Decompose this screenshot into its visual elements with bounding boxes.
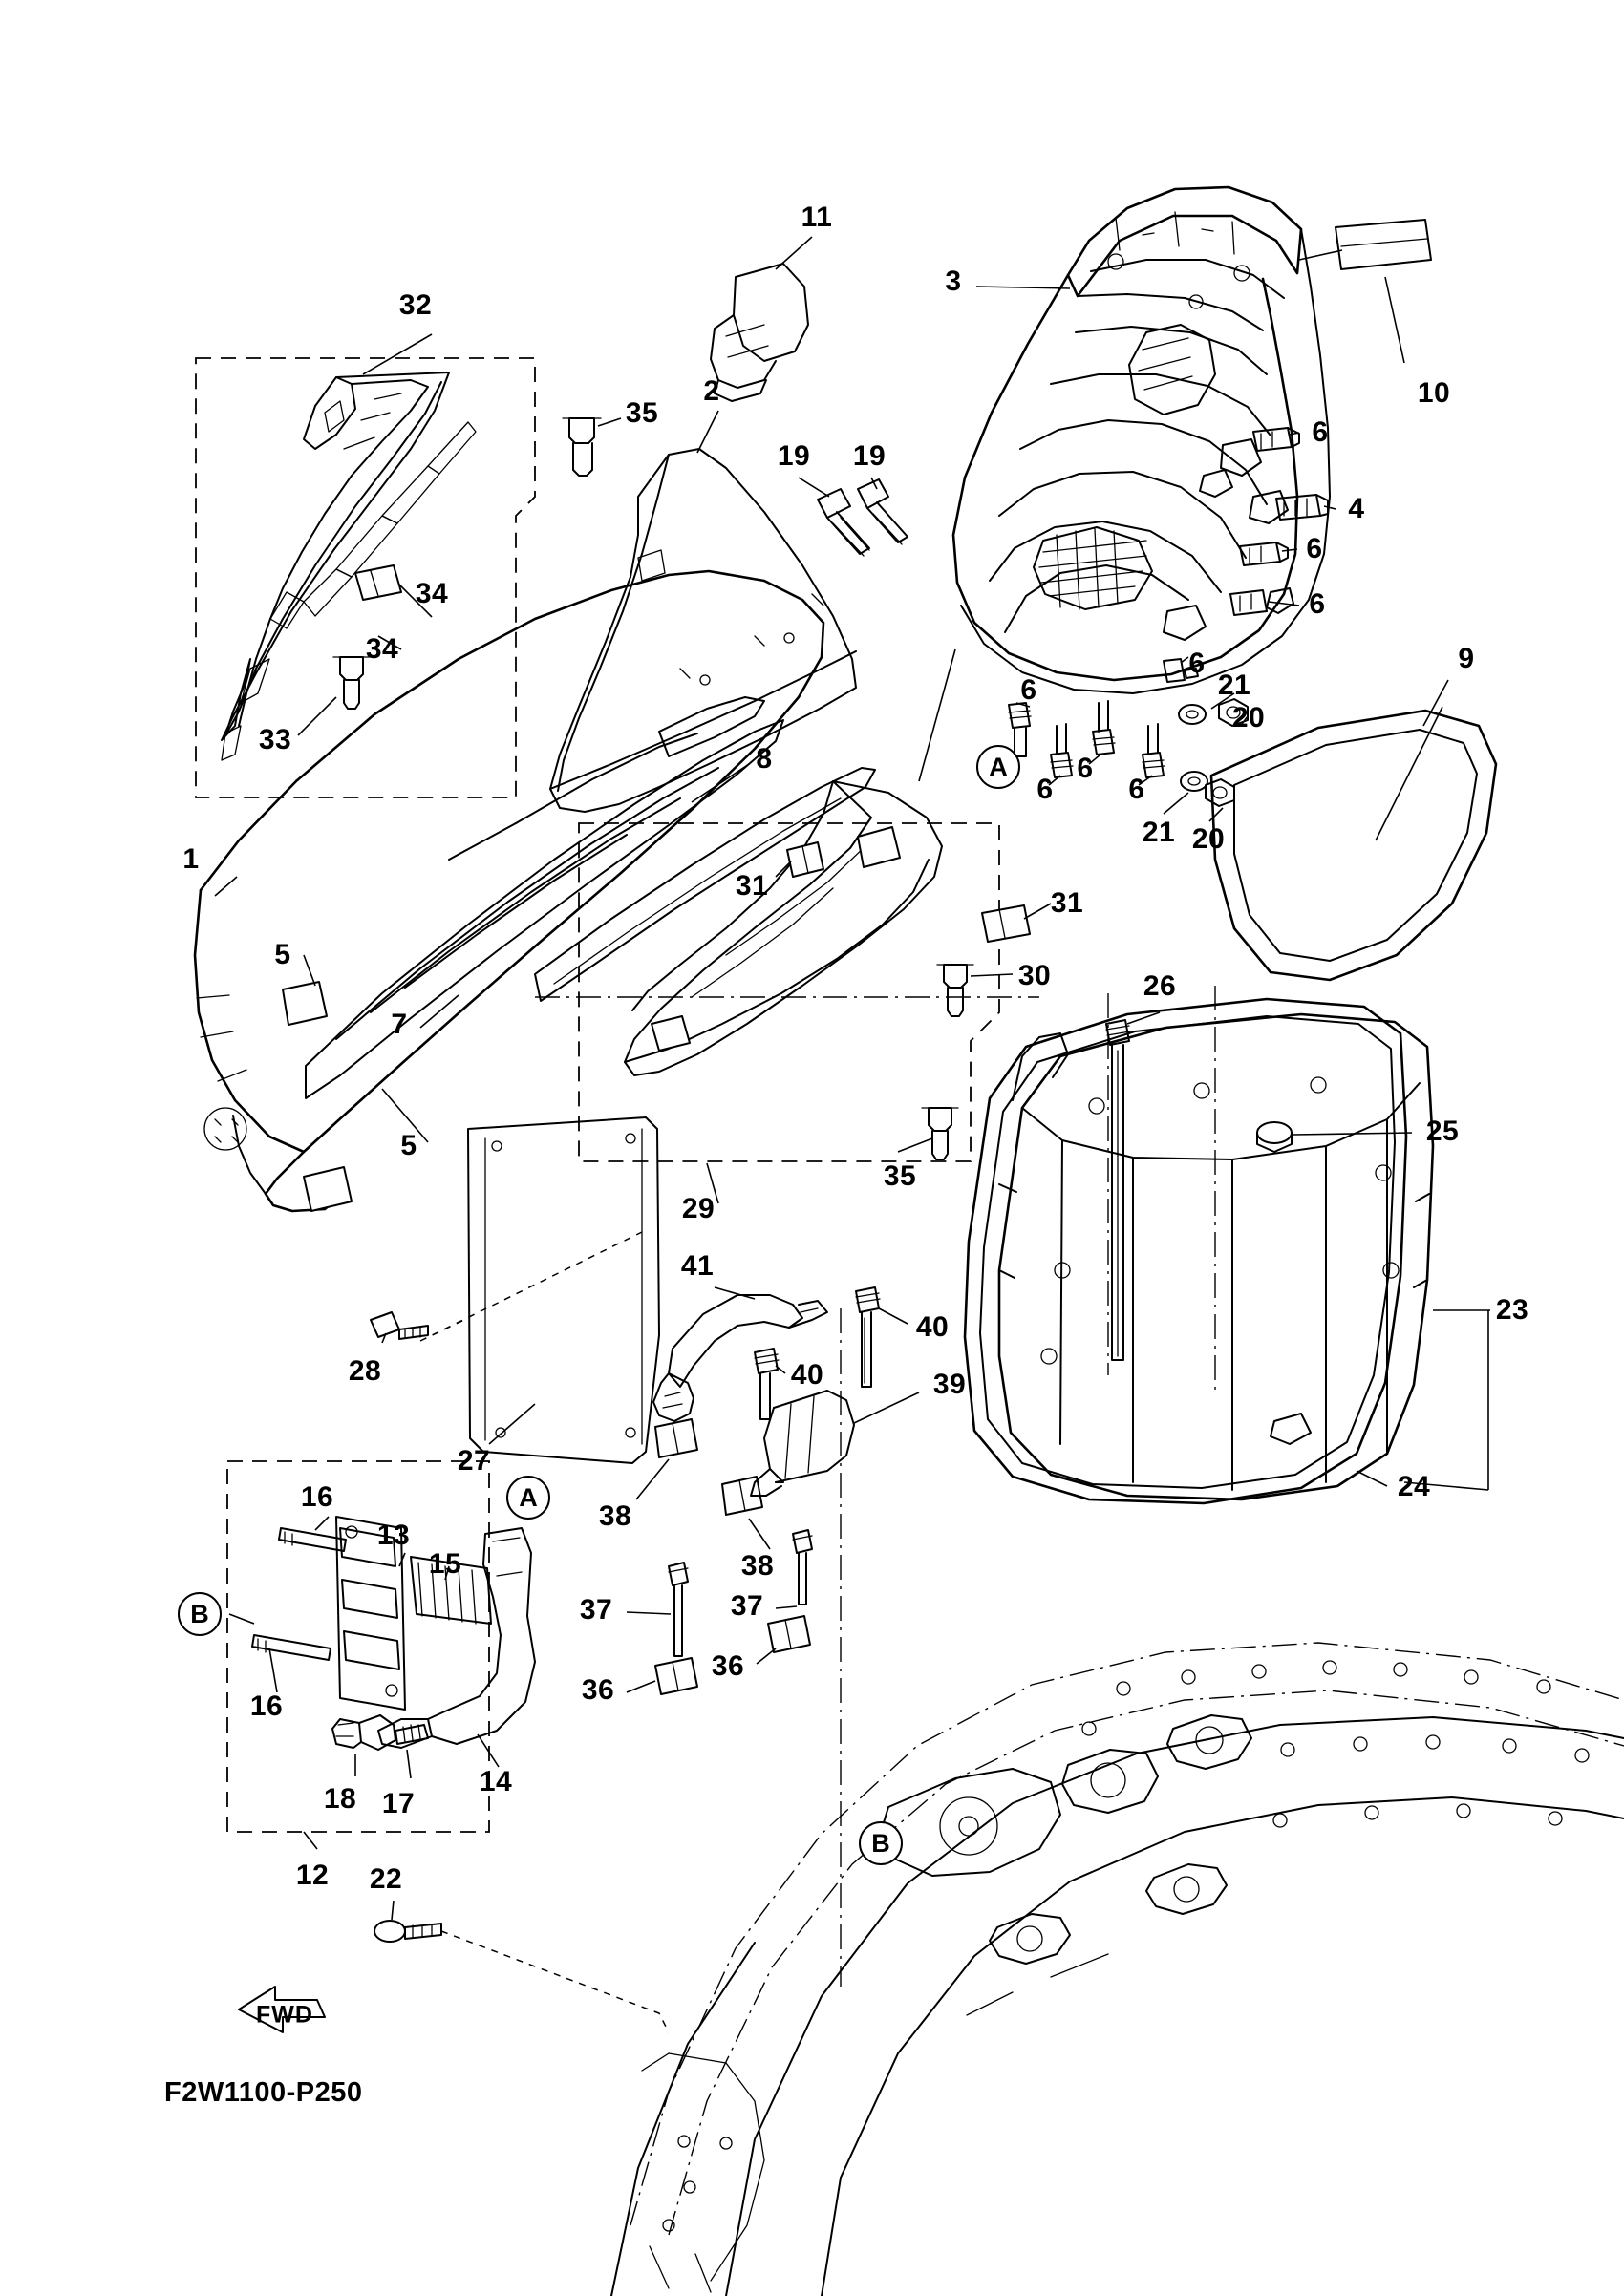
callout-34b: 34 — [365, 633, 399, 665]
callout-15: 15 — [428, 1548, 462, 1580]
part-19-bolt-b — [858, 479, 908, 544]
part-36-nut-a — [655, 1658, 697, 1694]
part-3-engine-hatch — [953, 187, 1330, 693]
callout-18: 18 — [323, 1783, 357, 1815]
part-2-hood-top-panel — [550, 449, 856, 812]
fwd-label: FWD — [256, 2001, 313, 2029]
callout-6d: 6 — [1188, 648, 1206, 679]
part-31-clip-a — [787, 842, 823, 877]
part-37-bolt-a — [669, 1563, 688, 1656]
part-33-screw — [333, 657, 370, 709]
callout-10: 10 — [1417, 377, 1451, 409]
part-7-hood-graphic — [306, 697, 783, 1098]
part-25-plug — [1257, 1122, 1292, 1152]
callout-35a: 35 — [625, 397, 659, 429]
part-35-screw-lower — [922, 1108, 958, 1159]
callout-36b: 36 — [711, 1650, 745, 1682]
part-31-clip-b — [982, 905, 1030, 942]
part-6-bolt-h — [1143, 724, 1165, 777]
part-30-screw — [937, 965, 973, 1016]
part-19-bolt-a — [818, 489, 869, 556]
callout-27: 27 — [457, 1445, 491, 1477]
callout-34a: 34 — [415, 578, 449, 609]
callout-24: 24 — [1397, 1471, 1431, 1502]
callout-40a: 40 — [915, 1311, 950, 1343]
part-21-washer-a — [1179, 705, 1206, 724]
part-40-bolt-b — [755, 1349, 779, 1419]
callout-41: 41 — [680, 1250, 715, 1282]
part-10-label — [1336, 220, 1431, 269]
callout-22: 22 — [369, 1863, 403, 1895]
part-27-panel — [468, 1117, 659, 1463]
callout-33: 33 — [258, 724, 292, 755]
callout-37a: 37 — [579, 1594, 613, 1626]
part-6-bolt-f — [1051, 724, 1073, 777]
part-22-screw — [374, 1921, 441, 1942]
part-11-hood-latch-cover — [711, 264, 808, 401]
callout-6b: 6 — [1306, 533, 1323, 564]
part-32-deflector — [222, 372, 476, 760]
callout-19b: 19 — [852, 440, 887, 472]
callout-9: 9 — [1458, 643, 1475, 674]
part-6-bolt-e — [1009, 703, 1031, 756]
part-40-bolt-a — [856, 1287, 880, 1387]
callout-38b: 38 — [740, 1550, 775, 1582]
part-16-pin-b — [252, 1635, 331, 1660]
callout-5a: 5 — [274, 939, 291, 970]
callout-6e: 6 — [1020, 674, 1037, 706]
callout-31b: 31 — [1050, 887, 1084, 919]
callout-37b: 37 — [730, 1590, 764, 1622]
callout-12: 12 — [295, 1860, 330, 1891]
callout-35b: 35 — [883, 1160, 917, 1192]
part-37-bolt-b — [793, 1530, 812, 1605]
part-4-bolt — [1276, 495, 1328, 520]
callout-6a: 6 — [1312, 416, 1329, 448]
part-1-hood-outer — [195, 571, 823, 1211]
callout-29: 29 — [681, 1193, 716, 1224]
callout-11: 11 — [801, 202, 833, 233]
callout-21a: 21 — [1217, 670, 1251, 701]
part-20-nut-b — [1206, 779, 1234, 806]
callout-6h: 6 — [1128, 774, 1145, 805]
callout-26: 26 — [1143, 970, 1177, 1002]
callout-20b: 20 — [1191, 823, 1226, 855]
callout-40b: 40 — [790, 1359, 824, 1391]
callout-2: 2 — [703, 375, 720, 407]
callout-6f: 6 — [1036, 774, 1054, 805]
callout-16b: 16 — [249, 1690, 284, 1722]
sheet-code: F2W1100-P250 — [164, 2077, 363, 2108]
callout-39: 39 — [932, 1369, 967, 1400]
part-21-washer-b — [1181, 772, 1207, 791]
callout-17: 17 — [381, 1788, 416, 1819]
group-12-dashed-box — [227, 1461, 489, 1832]
part-39-clamp — [751, 1391, 854, 1496]
callout-38a: 38 — [598, 1500, 632, 1532]
part-17-18-cable-end — [332, 1715, 428, 1750]
callout-21b: 21 — [1142, 817, 1176, 848]
callout-19a: 19 — [777, 440, 811, 472]
callout-5b: 5 — [400, 1130, 417, 1161]
callout-6g: 6 — [1077, 753, 1094, 784]
callout-28: 28 — [348, 1355, 382, 1387]
part-24-storage-seal — [965, 999, 1406, 1503]
callout-1: 1 — [182, 843, 200, 875]
part-41-hinge-arm — [653, 1295, 827, 1421]
callout-6c: 6 — [1309, 588, 1326, 620]
part-9-hatch-seal — [1211, 711, 1496, 980]
callout-16a: 16 — [300, 1481, 334, 1513]
callout-20a: 20 — [1231, 702, 1266, 733]
callout-25: 25 — [1425, 1116, 1460, 1147]
callout-23: 23 — [1495, 1294, 1529, 1326]
callout-3: 3 — [945, 266, 962, 297]
group-29-dashed-box — [579, 823, 999, 1161]
callout-circle-b-1: B — [178, 1592, 222, 1636]
part-6-bolt-b — [1240, 542, 1288, 565]
callout-circle-a-2: A — [506, 1476, 550, 1520]
callout-32: 32 — [398, 289, 433, 321]
callout-circle-a-1: A — [976, 745, 1020, 789]
callout-8: 8 — [756, 743, 773, 775]
callout-14: 14 — [479, 1766, 513, 1797]
callout-30: 30 — [1017, 960, 1052, 991]
part-6-bolt-g — [1093, 701, 1115, 755]
callout-7: 7 — [391, 1009, 408, 1040]
part-26-bolt — [1106, 1020, 1130, 1360]
part-36-nut-b — [768, 1616, 810, 1652]
callout-31a: 31 — [735, 870, 769, 902]
part-35-screw-upper — [563, 418, 601, 476]
callout-36a: 36 — [581, 1674, 615, 1706]
part-34-clip — [355, 565, 401, 600]
part-6-bolt-c — [1230, 590, 1267, 615]
part-28-screw — [371, 1312, 428, 1339]
hull-phantom-outline — [611, 1643, 1624, 2296]
callout-4: 4 — [1348, 493, 1365, 524]
callout-13: 13 — [376, 1520, 411, 1551]
part-38-clip-a — [655, 1419, 697, 1457]
callout-circle-b-2: B — [859, 1821, 903, 1865]
